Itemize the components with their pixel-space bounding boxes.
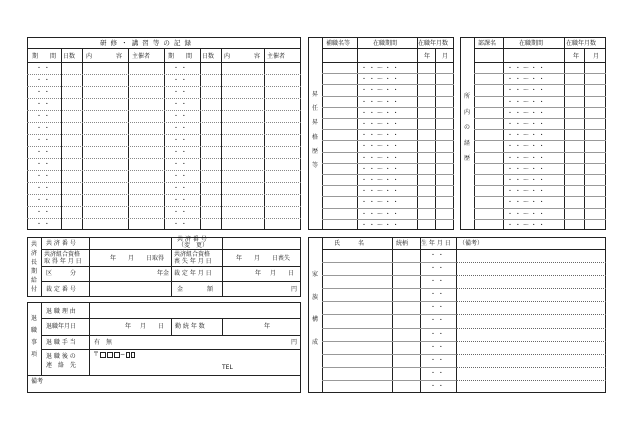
appointment-row-line — [322, 185, 454, 186]
retirement-allowance-label: 退 職 手 当 — [46, 339, 76, 346]
family-remarks-line — [456, 354, 606, 355]
mutual_aid-side-char: 済 — [30, 250, 37, 257]
appointment-row-line — [322, 73, 454, 74]
internal-header-duration: 在職年月数 — [566, 40, 597, 47]
internal-row-line — [474, 118, 606, 119]
training-period-mark-left: ・ ・ — [36, 209, 50, 216]
training-period-mark-left: ・ ・ — [36, 137, 50, 144]
appointment-row-line — [322, 140, 454, 141]
internal-row-line — [474, 163, 606, 164]
retirement-side-char: 事 — [30, 339, 37, 346]
training-period-mark-right: ・ ・ — [173, 89, 187, 96]
family-remarks-line — [456, 301, 606, 302]
retirement-date-md: 月 日 — [140, 323, 165, 330]
internal-header-period: 在職期間 — [519, 40, 544, 47]
family-birthdate-mark: ・ ・ — [430, 382, 444, 390]
mutual-aid-category-value: 年金 — [157, 270, 170, 277]
training-row-line — [27, 134, 301, 135]
mutual-aid-ruling-year: 年 — [255, 270, 262, 277]
internal-row-line — [474, 73, 606, 74]
mutual-aid-category-label: 区 分 — [46, 270, 77, 277]
retirement-postal-code: 〒 − — [93, 351, 135, 359]
training-row-line — [27, 182, 301, 183]
training-header-days-left: 日数 — [63, 53, 76, 60]
family-side-char: 成 — [311, 338, 318, 346]
internal-row-line — [474, 174, 606, 175]
training-period-mark-right: ・ ・ — [173, 221, 187, 228]
training-row-line — [27, 74, 301, 75]
training-row-line — [27, 86, 301, 87]
mutual-aid-lose-date: 月 日喪失 — [254, 255, 291, 262]
training-period-mark-left: ・ ・ — [36, 221, 50, 228]
training-row-line — [27, 218, 301, 219]
appointment-side-char: 昇 — [311, 119, 318, 127]
mutual-aid-ruling-date-label: 裁 定 年 月 日 — [174, 270, 212, 277]
family-birthdate-mark: ・ ・ — [430, 356, 444, 364]
family-birthdate-mark: ・ ・ — [430, 278, 444, 286]
training-header-days-right: 日数 — [202, 53, 215, 60]
mutual-aid-acquire-date: 月 日取得 — [128, 255, 165, 262]
mutual-aid-amount-unit: 円 — [291, 286, 298, 293]
appointment-row-line — [322, 84, 454, 85]
family-remarks-line — [456, 380, 606, 381]
internal-period-mark: ・ ・ 〜 ・ ・ — [507, 121, 545, 128]
appointment-period-mark: ・ ・ 〜 ・ ・ — [361, 109, 399, 117]
family-row-line — [322, 262, 456, 263]
retirement-date-label: 退職年月日 — [46, 323, 77, 330]
family-row-line — [322, 275, 456, 276]
family-remarks-line — [456, 314, 606, 315]
internal-row-line — [474, 84, 606, 85]
training-row-line — [27, 158, 301, 159]
family-side-char: 構 — [311, 316, 318, 323]
training-period-mark-right: ・ ・ — [173, 125, 187, 132]
mutual_aid-side-char: 付 — [30, 286, 37, 293]
internal-row-line — [474, 96, 606, 97]
appointment-period-mark: ・ ・ 〜 ・ ・ — [361, 76, 399, 84]
training-period-mark-left: ・ ・ — [36, 185, 50, 192]
family-side-char: 族 — [311, 293, 318, 301]
training-row-line — [27, 170, 301, 171]
internal-period-mark: ・ ・ 〜 ・ ・ — [507, 210, 545, 218]
training-header-content-left: 内 容 — [86, 53, 123, 60]
appointment-period-mark: ・ ・ 〜 ・ ・ — [361, 221, 399, 229]
appointment-side-char: 等 — [311, 161, 318, 169]
appointment-row-line — [322, 163, 454, 164]
internal-period-mark: ・ ・ 〜 ・ ・ — [507, 143, 545, 151]
internal-row-line — [474, 129, 606, 130]
retirement-tel-label: TEL — [222, 364, 233, 371]
appointment-period-mark: ・ ・ 〜 ・ ・ — [361, 154, 399, 162]
internal-period-mark: ・ ・ 〜 ・ ・ — [507, 221, 545, 229]
mutual-aid-number-label: 共 済 番 号 — [46, 240, 76, 247]
internal-period-mark: ・ ・ 〜 ・ ・ — [507, 132, 545, 140]
appointment-period-mark: ・ ・ 〜 ・ ・ — [361, 65, 399, 72]
retirement-side-char: 職 — [30, 327, 37, 334]
training-record-title: 研 修 ・ 講 習 等 の 記 録 — [100, 39, 193, 47]
appointment-row-line — [322, 219, 454, 220]
training-period-mark-left: ・ ・ — [36, 77, 50, 84]
appointment-period-mark: ・ ・ 〜 ・ ・ — [361, 199, 399, 207]
family-header-relation: 続柄 — [396, 240, 409, 247]
mutual-aid-lose-label: 共済組合資格 — [174, 251, 211, 258]
training-period-mark-left: ・ ・ — [36, 149, 50, 156]
training-header-period-right: 期 間 — [168, 53, 193, 60]
appointment-row-line — [322, 129, 454, 130]
internal-side-char: 所 — [463, 93, 470, 100]
internal-sub-month: 月 — [593, 53, 600, 60]
family-row-line — [322, 288, 456, 289]
appointment-row-line — [322, 174, 454, 175]
appointment-row-line — [322, 196, 454, 197]
internal-header-dept: 部課名 — [478, 40, 497, 47]
mutual-aid-acquire-year: 年 — [110, 255, 117, 262]
appointment-side-char: 昇 — [311, 91, 318, 98]
appointment-row-line — [322, 118, 454, 119]
training-row-line — [27, 206, 301, 207]
training-row-line — [27, 122, 301, 123]
training-period-mark-left: ・ ・ — [36, 65, 50, 72]
family-header-remarks: （備考） — [459, 240, 484, 247]
mutual_aid-side-char: 期 — [30, 268, 37, 275]
internal-row-line — [474, 152, 606, 153]
internal-period-mark: ・ ・ 〜 ・ ・ — [507, 199, 545, 207]
retirement-contact-label-a: 退 職 後 の — [46, 353, 76, 360]
internal-row-line — [474, 196, 606, 197]
training-period-mark-right: ・ ・ — [173, 149, 187, 156]
retirement-date-year: 年 — [125, 323, 132, 330]
family-row-line — [322, 354, 456, 355]
family-birthdate-mark: ・ ・ — [430, 252, 444, 259]
training-header-content-right: 内 容 — [224, 53, 261, 60]
retirement-side-char: 項 — [30, 351, 37, 358]
mutual-aid-number-change-label: 共 済 番 号 — [177, 236, 207, 243]
training-row-line — [27, 146, 301, 147]
appointment-sub-year: 年 — [424, 53, 431, 60]
appointment-row-line — [322, 96, 454, 97]
internal-period-mark: ・ ・ 〜 ・ ・ — [507, 65, 545, 72]
appointment-period-mark: ・ ・ 〜 ・ ・ — [361, 210, 399, 218]
retirement-reason-label: 退 職 理 由 — [46, 308, 76, 315]
training-row-line — [27, 110, 301, 111]
internal-period-mark: ・ ・ 〜 ・ ・ — [507, 154, 545, 162]
appointment-row-line — [322, 208, 454, 209]
family-remarks-line — [456, 288, 606, 289]
internal-row-line — [474, 219, 606, 220]
training-period-mark-left: ・ ・ — [36, 89, 50, 96]
training-period-mark-left: ・ ・ — [36, 197, 50, 204]
training-row-line — [27, 194, 301, 195]
retirement-contact-label-b: 連 絡 先 — [46, 362, 77, 369]
internal-row-line — [474, 208, 606, 209]
appointment-sub-month: 月 — [442, 53, 449, 60]
family-remarks-line — [456, 341, 606, 342]
training-period-mark-right: ・ ・ — [173, 161, 187, 168]
family-birthdate-mark: ・ ・ — [430, 369, 444, 377]
training-period-mark-right: ・ ・ — [173, 113, 187, 120]
internal-side-char: 歴 — [463, 155, 470, 163]
family-birthdate-mark: ・ ・ — [430, 291, 444, 299]
family-birthdate-mark: ・ ・ — [430, 304, 444, 312]
retirement-table — [27, 302, 301, 393]
appointment-period-mark: ・ ・ 〜 ・ ・ — [361, 132, 399, 140]
family-header-name: 氏 名 — [334, 240, 365, 247]
appointment-side-char: 歴 — [311, 147, 318, 155]
internal-period-mark: ・ ・ 〜 ・ ・ — [507, 87, 545, 95]
training-period-mark-right: ・ ・ — [173, 137, 187, 144]
retirement-remarks-label: 備考 — [31, 378, 44, 385]
retirement-allowance-value: 有 無 — [94, 339, 113, 346]
appointment-row-line — [322, 152, 454, 153]
internal-period-mark: ・ ・ 〜 ・ ・ — [507, 76, 545, 84]
retirement-allowance-unit: 円 — [291, 339, 298, 346]
family-row-line — [322, 301, 456, 302]
appointment-period-mark: ・ ・ 〜 ・ ・ — [361, 87, 399, 95]
appointment-period-mark: ・ ・ 〜 ・ ・ — [361, 177, 399, 184]
internal-period-mark: ・ ・ 〜 ・ ・ — [507, 98, 545, 106]
appointment-period-mark: ・ ・ 〜 ・ ・ — [361, 188, 399, 196]
mutual-aid-acquire-label: 共済組合資格 — [44, 251, 81, 258]
appointment-header-period: 在職期間 — [373, 40, 398, 47]
training-header-period-left: 期 間 — [32, 53, 57, 60]
internal-row-line — [474, 140, 606, 141]
mutual_aid-side-char: 長 — [30, 259, 37, 266]
mutual-aid-lose-year: 年 — [236, 255, 243, 262]
family-remarks-line — [456, 275, 606, 276]
internal-period-mark: ・ ・ 〜 ・ ・ — [507, 177, 545, 184]
internal-side-char: 内 — [463, 108, 470, 116]
appointment-period-mark: ・ ・ 〜 ・ ・ — [361, 143, 399, 151]
family-remarks-line — [456, 367, 606, 368]
training-period-mark-right: ・ ・ — [173, 101, 187, 108]
mutual_aid-side-char: 給 — [30, 277, 37, 284]
family-birthdate-mark: ・ ・ — [430, 265, 444, 273]
training-period-mark-right: ・ ・ — [173, 209, 187, 216]
internal-sub-year: 年 — [573, 53, 580, 60]
retirement-years-label: 勤 続 年 数 — [175, 323, 205, 330]
family-birthdate-mark: ・ ・ — [430, 330, 444, 338]
appointment-header-post: 補職名等 — [326, 40, 351, 47]
training-period-mark-left: ・ ・ — [36, 173, 50, 180]
family-remarks-line — [456, 328, 606, 329]
training-period-mark-left: ・ ・ — [36, 113, 50, 120]
mutual-aid-ruling-number-label: 裁 定 番 号 — [46, 286, 76, 293]
internal-row-line — [474, 185, 606, 186]
family-birthdate-mark: ・ ・ — [430, 343, 444, 351]
internal-side-char: の — [463, 124, 470, 132]
appointment-period-mark: ・ ・ 〜 ・ ・ — [361, 98, 399, 106]
mutual-aid-lose-label-b: 喪 失 年 月 日 — [174, 258, 212, 265]
training-period-mark-left: ・ ・ — [36, 125, 50, 132]
family-row-line — [322, 314, 456, 315]
retirement-side-char: 退 — [30, 315, 37, 322]
internal-period-mark: ・ ・ 〜 ・ ・ — [507, 109, 545, 117]
family-row-line — [322, 328, 456, 329]
training-period-mark-right: ・ ・ — [173, 197, 187, 204]
training-period-mark-left: ・ ・ — [36, 161, 50, 168]
retirement-years-unit: 年 — [264, 323, 271, 330]
appointment-row-line — [322, 107, 454, 108]
family-header-birthdate: 生 年 月 日 — [421, 240, 451, 247]
appointment-side-char: 格 — [311, 133, 318, 141]
appointment-period-mark: ・ ・ 〜 ・ ・ — [361, 165, 399, 173]
training-period-mark-right: ・ ・ — [173, 65, 187, 72]
training-header-host-right: 主催者 — [267, 53, 286, 60]
internal-period-mark: ・ ・ 〜 ・ ・ — [507, 165, 545, 173]
appointment-period-mark: ・ ・ 〜 ・ ・ — [361, 121, 399, 128]
family-side-char: 家 — [311, 271, 318, 278]
family-remarks-line — [456, 262, 606, 263]
appointment-header-duration: 在職年月数 — [418, 40, 449, 47]
family-birthdate-mark: ・ ・ — [430, 317, 444, 325]
mutual_aid-side-char: 共 — [30, 241, 37, 248]
family-row-line — [322, 380, 456, 381]
family-row-line — [322, 367, 456, 368]
training-period-mark-right: ・ ・ — [173, 173, 187, 180]
internal-row-line — [474, 107, 606, 108]
appointment-side-char: 任 — [311, 105, 318, 113]
training-period-mark-right: ・ ・ — [173, 185, 187, 192]
mutual-aid-amount-label: 金 額 — [177, 286, 214, 293]
training-header-host-left: 主催者 — [132, 53, 151, 60]
training-row-line — [27, 98, 301, 99]
mutual-aid-acquire-label-b: 取 得 年 月 日 — [44, 258, 82, 265]
mutual-aid-number-change-sub: （変 更） — [178, 242, 209, 249]
mutual-aid-ruling-md: 月 日 — [270, 270, 295, 277]
family-row-line — [322, 341, 456, 342]
internal-side-char: 経 — [463, 139, 470, 147]
internal-period-mark: ・ ・ 〜 ・ ・ — [507, 188, 545, 196]
training-period-mark-right: ・ ・ — [173, 77, 187, 84]
training-period-mark-left: ・ ・ — [36, 101, 50, 108]
